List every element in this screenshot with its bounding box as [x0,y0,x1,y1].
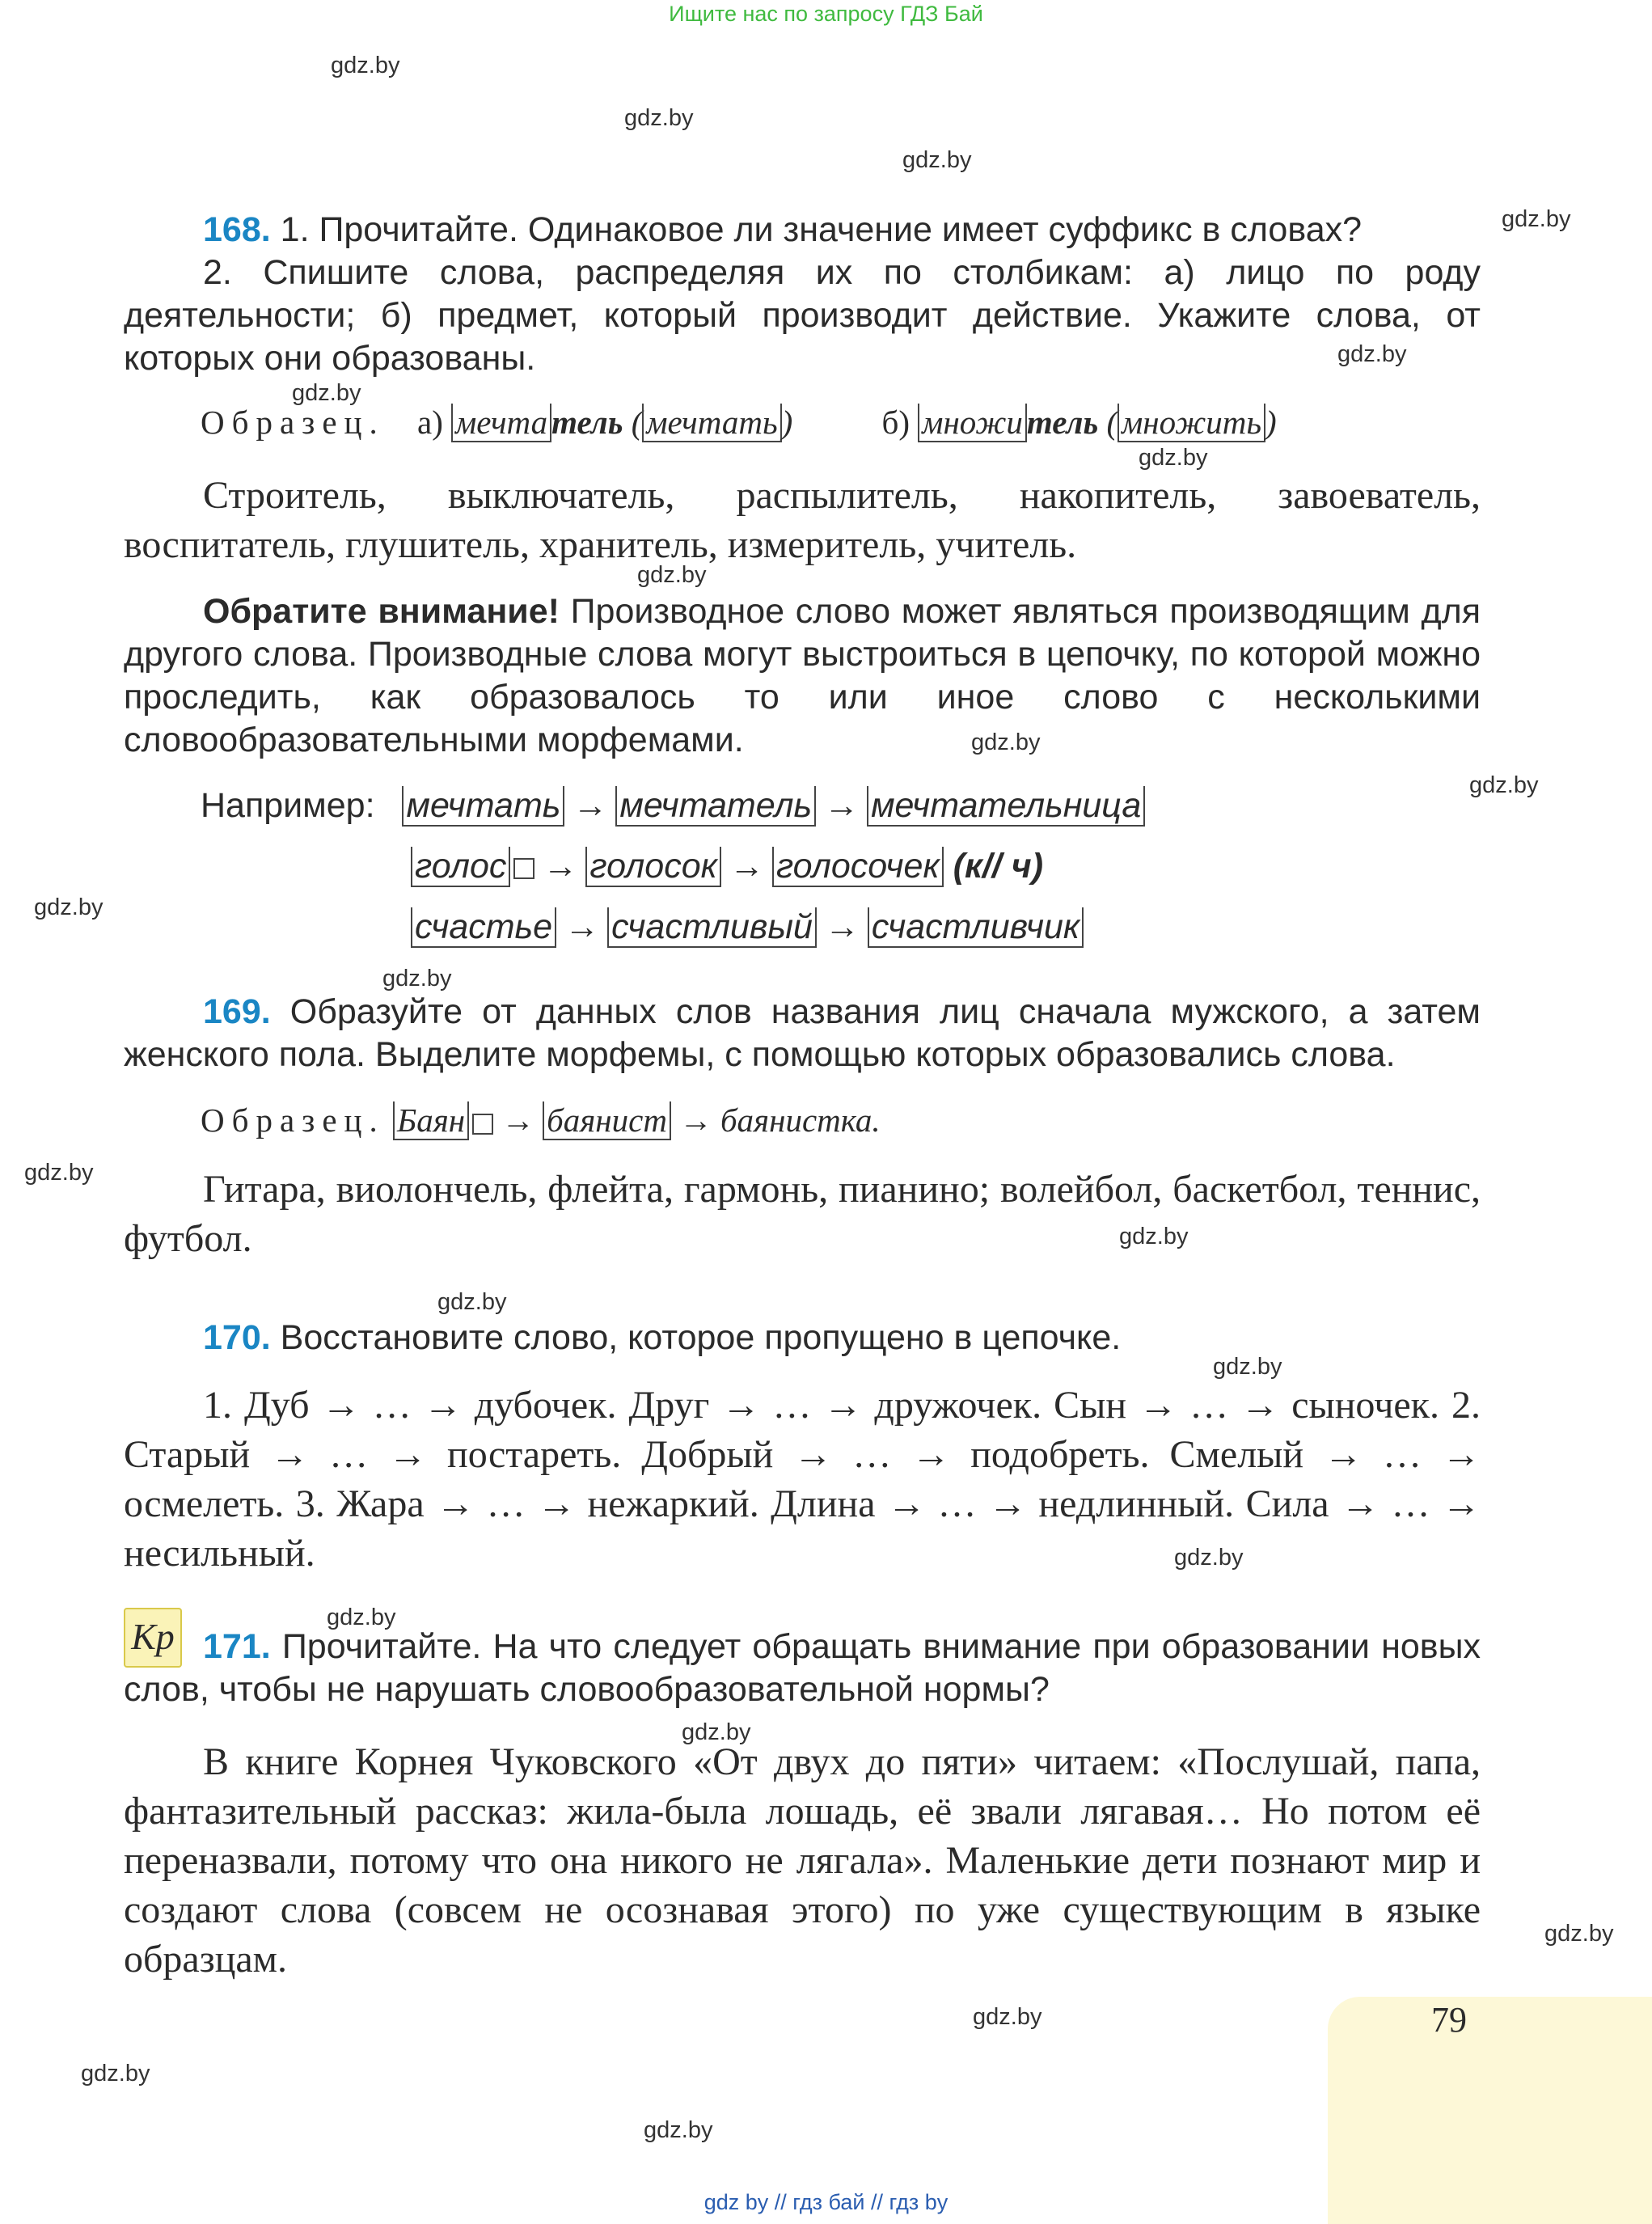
top-banner[interactable]: Ищите нас по запросу ГДЗ Бай [669,2,983,26]
word-stem: множи [918,404,1027,442]
task-number: 170. [203,1318,271,1357]
example-chain-2: голос → голосок → голосочек (к// ч) [411,847,1043,886]
sample-label: Образец. [201,1101,385,1139]
watermark: gdz.by [382,966,452,991]
suffix: тель [551,404,623,441]
task-171: 171. Прочитайте. На что следует обращать внимание при образовании новых слов, чтобы не нарушать словообразовательной нормы? [124,1627,1481,1709]
watermark: gdz.by [1139,445,1208,471]
footer-links[interactable]: gdz by // гдз бай // гдз by [703,2190,949,2214]
task-number: 171. [203,1627,271,1666]
watermark: gdz.by [327,1605,396,1630]
example-chain-3: счастье → счастливый → счастливчик [411,907,1084,947]
watermark: gdz.by [1469,772,1539,798]
null-ending-box [472,1114,493,1135]
watermark: gdz.by [1174,1545,1244,1571]
watermark: gdz.by [902,147,972,173]
task-number: 169. [203,992,271,1031]
suffix: тель [1026,404,1099,441]
task-168-instructions: 2. Спишите слова, распределяя их по столбикам: а) лицо по роду деятельности; б) предмет, который производит действие. Укажите слова, от которых они образованы. [124,253,1481,378]
note-heading: Обратите внимание! [203,592,560,631]
watermark: gdz.by [1213,1354,1282,1380]
kr-icon: Кр [124,1608,182,1668]
sample-label: Образец. [201,404,385,441]
watermark: gdz.by [624,105,694,131]
task-168-words: Строитель, выключатель, распылитель, накопитель, завоеватель, воспитатель, глушитель, хранитель, измеритель, учитель. [124,474,1481,566]
word-stem: мечта [451,404,551,442]
example-chain-1: Например: мечтать → мечтатель → мечтательница [201,786,1145,826]
task-number: 168. [203,210,271,249]
task-169-words: Гитара, виолончель, флейта, гармонь, пианино; волейбол, баскетбол, теннис, футбол. [124,1168,1481,1260]
watermark: gdz.by [1337,341,1407,367]
task-171-body: В книге Корнея Чуковского «От двух до пяти» читаем: «Послушай, папа, фантазительный рассказ: жила-была лошадь, её звали лягавая… Но потом её переназвали, потому что она никого не лягала». Маленькие дети познают мир и создают слова (совсем не осознавая этого) по уже существующим в языке образцам. [124,1740,1481,1981]
task-168-line1: 168. 1. Прочитайте. Одинаковое ли значение имеет суффикс в словах? [203,210,1363,249]
watermark: gdz.by [644,2117,713,2143]
watermark: gdz.by [973,2004,1042,2030]
sample-169: Образец. Баян → баянист → баянистка. [201,1101,881,1139]
watermark: gdz.by [81,2061,150,2087]
watermark: gdz.by [971,729,1041,755]
example-label: Например: [201,786,375,825]
watermark: gdz.by [1502,206,1571,232]
watermark: gdz.by [1119,1224,1189,1249]
note-block: Обратите внимание! Производное слово может являться производящим для другого слова. Производные слова могут выстроиться в цепочку, по которой можно проследить, как образовалось то или иное слово с несколькими словообразовательными морфемами. [124,592,1481,759]
task-168 [124,209,1481,380]
page-number: 79 [1431,2000,1467,2040]
watermark: gdz.by [24,1160,94,1186]
watermark: gdz.by [1544,1921,1614,1947]
task-169: 169. Образуйте от данных слов названия лиц сначала мужского, а затем женского пола. Выделите морфемы, с помощью которых образовались слова. [124,992,1481,1074]
watermark: gdz.by [331,53,400,78]
watermark: gdz.by [682,1719,751,1745]
sample-168: Образец. а) мечта тель ( мечтать ) б) множи тель ( множить ) [201,404,1277,441]
task-170: 170. Восстановите слово, которое пропущено в цепочке. [203,1318,1122,1357]
watermark: gdz.by [292,380,361,406]
null-ending-box [513,858,534,879]
task-170-body: 1. Дуб → … → дубочек. Друг → … → дружочек. Сын → … → сыночек. 2. Старый → … → постареть. Добрый → … → подобреть. Смелый → … → осмелеть. 3. Жара → … → нежаркий. Длина → … → недлинный. Сила → … → несильный. [124,1384,1481,1575]
watermark: gdz.by [437,1289,507,1315]
watermark: gdz.by [637,562,707,588]
watermark: gdz.by [34,894,104,920]
